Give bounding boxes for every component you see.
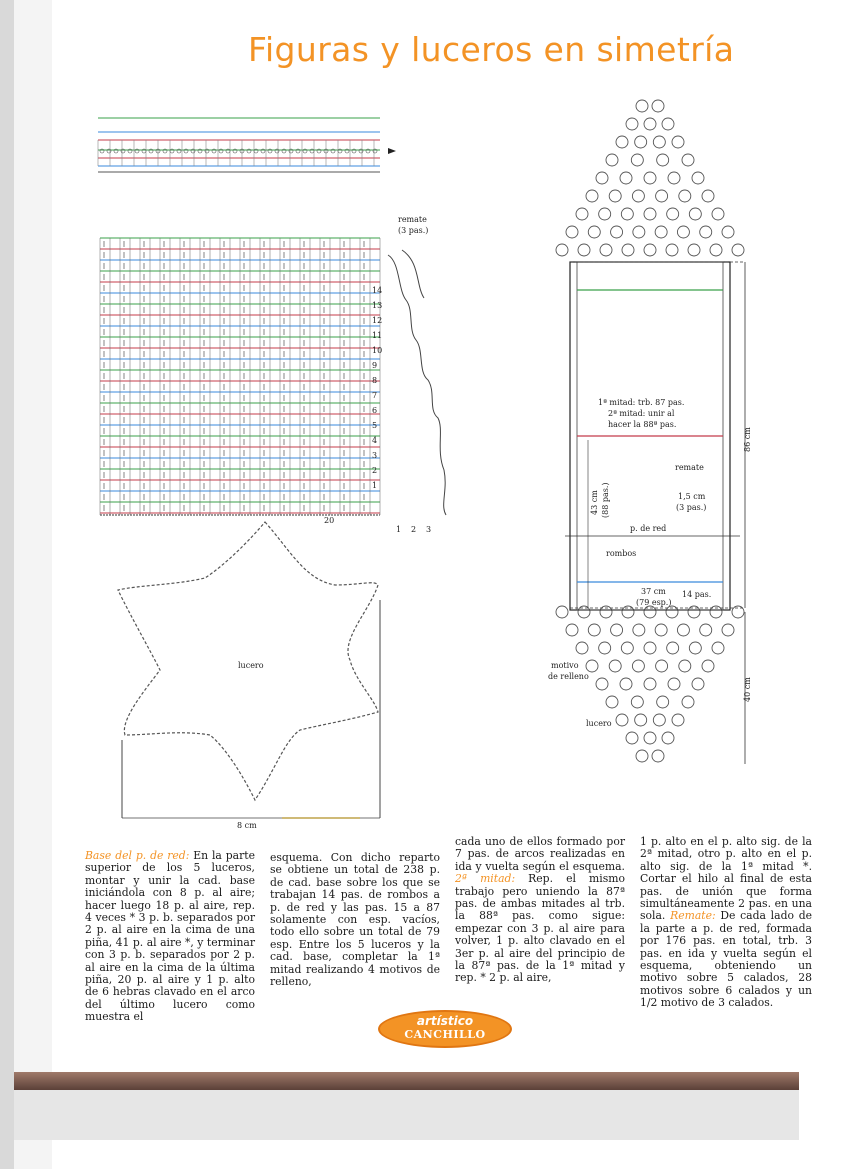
border-width-label: 1,5 cm <box>678 492 706 501</box>
col3-body1: cada uno de ellos formado por 7 pas. de arcos realizadas en ida y vuelta según el esquema. <box>455 835 625 873</box>
row-number: 1 <box>372 481 378 490</box>
logo-line-1: artístico <box>416 1014 474 1028</box>
runner-top-lace <box>556 100 744 256</box>
text-column-1 <box>85 850 255 1024</box>
row-number: 11 <box>372 331 383 340</box>
border-pas-label: (3 pas.) <box>676 503 707 512</box>
motivo-label: motivo <box>551 661 579 670</box>
width-37-label: 37 cm <box>641 587 666 596</box>
lucero-runner-label: lucero <box>586 719 612 728</box>
row-numbers <box>372 286 382 490</box>
text-column-4 <box>640 836 812 1010</box>
col-marker-label: 20 <box>324 516 335 525</box>
bottom-num-2: 2 <box>411 525 417 534</box>
pas14-label: 14 pas. <box>682 590 712 599</box>
width-8cm-label: 8 cm <box>237 821 257 830</box>
remate-sub-label: (3 pas.) <box>398 226 429 235</box>
height-40-label: 40 cm <box>743 677 752 702</box>
rombos-label: rombos <box>606 549 637 558</box>
remate-chart <box>388 250 446 515</box>
main-grid-chart <box>100 238 383 515</box>
top-chart <box>98 118 396 172</box>
row-number: 4 <box>372 436 378 445</box>
runner-bottom-lace <box>556 606 744 762</box>
row-number: 2 <box>372 466 378 475</box>
height-86-label: 86 cm <box>743 427 752 452</box>
row-number: 7 <box>372 391 378 400</box>
page-title: Figuras y luceros en simetría <box>248 30 735 69</box>
text-column-2 <box>270 852 440 988</box>
remate-heading: Remate: <box>670 909 716 923</box>
col2-body: esquema. Con dicho reparto se obtiene un total de 238 p. de cad. base sobre los que se trabajan 14 pas. de rombos a p. de red y las pas. 15 a 87 solamente con esp. vacíos, todo ello sobre un total de 79 esp. Entre los 5 luceros y la cad. base, completar la 1ª mitad realizando 4 motivos de relleno, <box>270 851 440 989</box>
mitad2-heading: 2ª mitad: <box>455 872 516 886</box>
logo-line-2: CANCHILLO <box>404 1028 486 1041</box>
col4-body2: De cada lado de la parte a p. de red, formada por 176 pas. en total, trb. 3 pas. en ida y vuelta según el esquema, obteniendo un motivo sobre 5 calados, 28 motivos sobre 6 calados y un 1/2 motivo de 3 calados. <box>640 909 812 1010</box>
mitad-1-label: 1ª mitad: trb. 87 pas. <box>598 398 685 407</box>
bottom-num-1: 1 <box>396 525 402 534</box>
pdered-label: p. de red <box>630 524 667 533</box>
base-body: En la parte superior de los 5 luceros, montar y unir la cad. base iniciándola con 8 p. al aire; hacer luego 18 p. al aire, rep. 4 veces * 3 p. b. separados por 2 p. al aire en la cima de una piña, 41 p. al aire *, y terminar con 3 p. b. separados por 2 p. al aire en la cima de la última piña, 20 p. al aire y 1 p. alto de 6 hebras clavado en el arco del último lucero como muestra el <box>85 849 255 1024</box>
remate-label: remate <box>398 215 427 224</box>
bottom-num-3: 3 <box>426 525 432 534</box>
row-number: 13 <box>372 301 383 310</box>
height-43-label: 43 cm <box>590 490 599 515</box>
col3-body2: Rep. el mismo trabajo pero uniendo la 87ª pas. de ambas mitades al trb. la 88ª pas. como sigue: empezar con 3 p. al aire para volver, 1 p. alto clavado en el 3er p. al aire del principio de la 87ª pas. de la 1ª mitad y rep. * 2 p. al aire, <box>455 872 625 985</box>
row-number: 14 <box>372 286 383 295</box>
row-number: 5 <box>372 421 378 430</box>
lucero-label: lucero <box>238 661 264 670</box>
row-number: 10 <box>372 346 383 355</box>
row-number: 8 <box>372 376 378 385</box>
relleno-label: de relleno <box>548 672 589 681</box>
mitad-2b-label: hacer la 88ª pas. <box>608 420 677 429</box>
row-number: 12 <box>372 316 383 325</box>
height-88pas-label: (88 pas.) <box>601 482 610 518</box>
row-number: 9 <box>372 361 378 370</box>
row-number: 6 <box>372 406 378 415</box>
width-79esp-label: (79 esp.) <box>636 598 672 607</box>
remate-runner-label: remate <box>675 463 704 472</box>
row-number: 3 <box>372 451 378 460</box>
text-column-3 <box>455 836 625 985</box>
mitad-2a-label: 2ª mitad: unir al <box>608 409 675 418</box>
publisher-logo <box>378 1010 512 1048</box>
col4-body1: 1 p. alto en el p. alto sig. de la 2ª mitad, otro p. alto en el p. alto sig. de la 1ª mitad *. Cortar el hilo al final de esta pas. de unión que forma simultáneamente 2 pas. en una sola. <box>640 835 812 923</box>
base-heading: Base del p. de red: <box>85 849 190 862</box>
